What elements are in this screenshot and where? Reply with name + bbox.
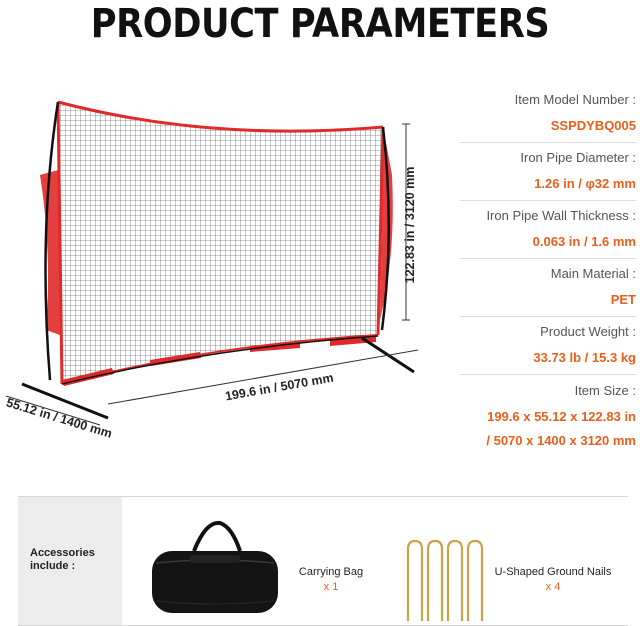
param-item-size: Item Size : 199.6 x 55.12 x 122.83 in / 5070 x 1400 x 3120 mm [486,383,636,448]
height-dimension-label: 122.83 in / 3120 mm [403,166,417,284]
accessories-section [18,496,628,626]
accessories-label: Accessories include : [30,547,95,572]
width-dimension-label: 199.6 in / 5070 mm [224,370,335,404]
ground-nails-image [402,537,498,621]
depth-dimension-label: 55.12 in / 1400 mm [4,395,114,441]
param-wall-thickness: Iron Pipe Wall Thickness : 0.063 in / 1.6 mm [460,201,636,259]
param-model-number: Item Model Number : SSPDYBQ005 [460,85,636,143]
ground-nails-qty: x 4 [545,581,561,593]
ground-nails-name: U-Shaped Ground Nails [494,566,612,578]
param-pipe-diameter: Iron Pipe Diameter : 1.26 in / φ32 mm [460,143,636,201]
param-material: Main Material : PET [460,259,636,317]
carrying-bag-name: Carrying Bag [298,566,364,578]
carrying-bag-image [144,519,284,619]
accessories-label-panel [18,497,122,625]
page-title: PRODUCT PARAMETERS [90,1,550,47]
net-illustration [0,80,460,450]
param-weight: Product Weight : 33.73 lb / 15.3 kg [460,317,636,375]
parameters-list [460,85,636,449]
carrying-bag-qty: x 1 [323,581,339,593]
